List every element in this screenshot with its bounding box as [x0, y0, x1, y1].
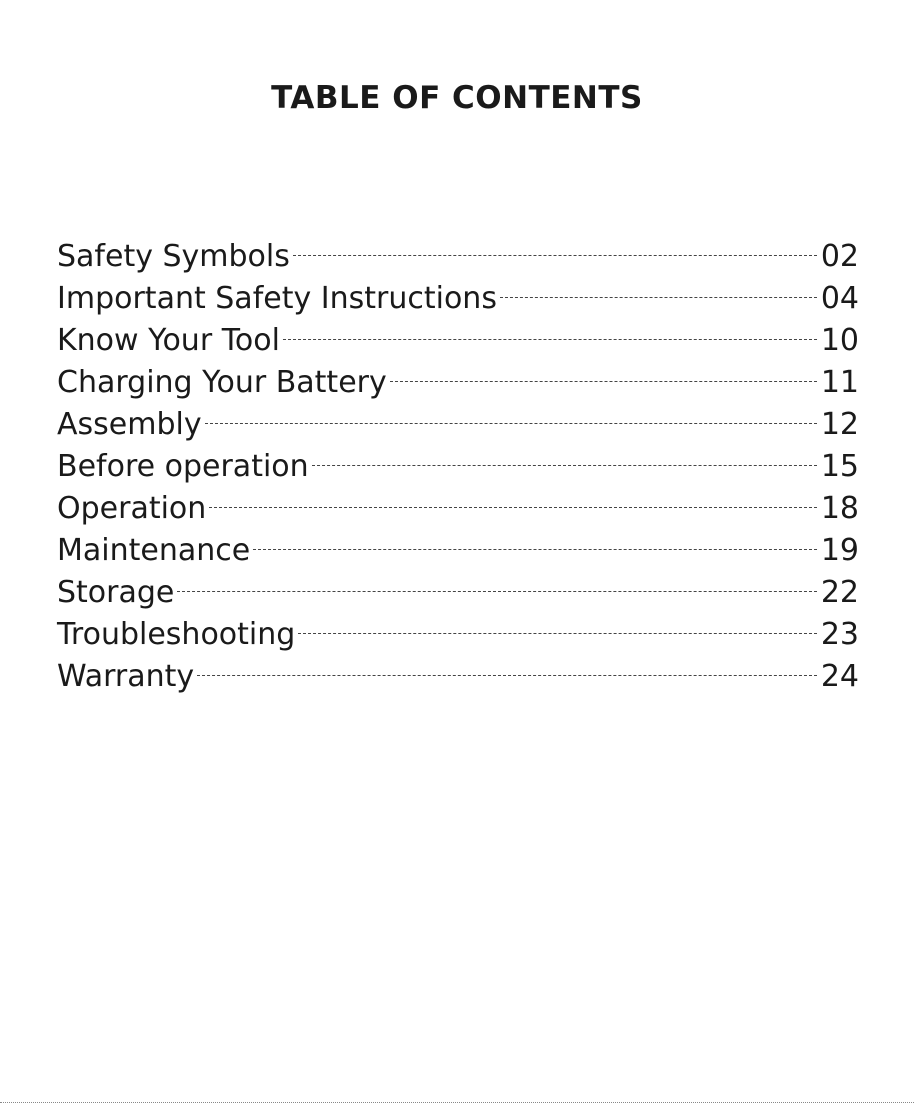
toc-entry-safety-symbols[interactable]	[57, 236, 859, 278]
toc-entry-troubleshooting[interactable]	[57, 614, 859, 656]
toc-entry-label: Operation	[57, 491, 207, 526]
toc-entry-page: 04	[820, 281, 859, 316]
toc-entry-page: 22	[820, 575, 859, 610]
toc-entry-page: 10	[820, 323, 859, 358]
toc-entry-page: 23	[820, 617, 859, 652]
toc-entry-label: Warranty	[57, 659, 195, 694]
toc-entry-storage[interactable]	[57, 572, 859, 614]
toc-entry-assembly[interactable]	[57, 404, 859, 446]
toc-entry-charging-your-battery[interactable]	[57, 362, 859, 404]
toc-entry-page: 18	[820, 491, 859, 526]
toc-entry-label: Safety Symbols	[57, 239, 290, 274]
dotted-leader	[293, 255, 817, 256]
dotted-leader	[177, 591, 816, 592]
toc-entry-label: Assembly	[57, 407, 202, 442]
toc-entry-label: Charging Your Battery	[57, 365, 387, 400]
toc-entry-page: 15	[820, 449, 859, 484]
toc-entry-page: 11	[820, 365, 859, 400]
toc-entry-label: Before operation	[57, 449, 309, 484]
toc-entry-operation[interactable]	[57, 488, 859, 530]
dotted-leader	[500, 297, 817, 298]
dotted-leader	[312, 465, 817, 466]
toc-entry-page: 02	[820, 239, 859, 274]
dotted-leader	[253, 549, 817, 550]
toc-entry-label: Important Safety Instructions	[57, 281, 497, 316]
toc-entry-label: Troubleshooting	[57, 617, 296, 652]
table-of-contents	[57, 236, 859, 698]
page-title: TABLE OF CONTENTS	[271, 80, 643, 116]
dotted-leader	[283, 339, 817, 340]
toc-entry-label: Maintenance	[57, 533, 251, 568]
toc-entry-before-operation[interactable]	[57, 446, 859, 488]
toc-entry-label: Storage	[57, 575, 175, 610]
toc-entry-maintenance[interactable]	[57, 530, 859, 572]
toc-entry-page: 12	[820, 407, 859, 442]
toc-entry-know-your-tool[interactable]	[57, 320, 859, 362]
dotted-leader	[205, 423, 817, 424]
dotted-leader	[298, 633, 817, 634]
toc-entry-page: 24	[820, 659, 859, 694]
dotted-leader	[390, 381, 817, 382]
toc-entry-page: 19	[820, 533, 859, 568]
toc-entry-important-safety-instructions[interactable]	[57, 278, 859, 320]
dotted-leader	[197, 675, 817, 676]
toc-entry-warranty[interactable]	[57, 656, 859, 698]
toc-entry-label: Know Your Tool	[57, 323, 280, 358]
dotted-leader	[209, 507, 817, 508]
